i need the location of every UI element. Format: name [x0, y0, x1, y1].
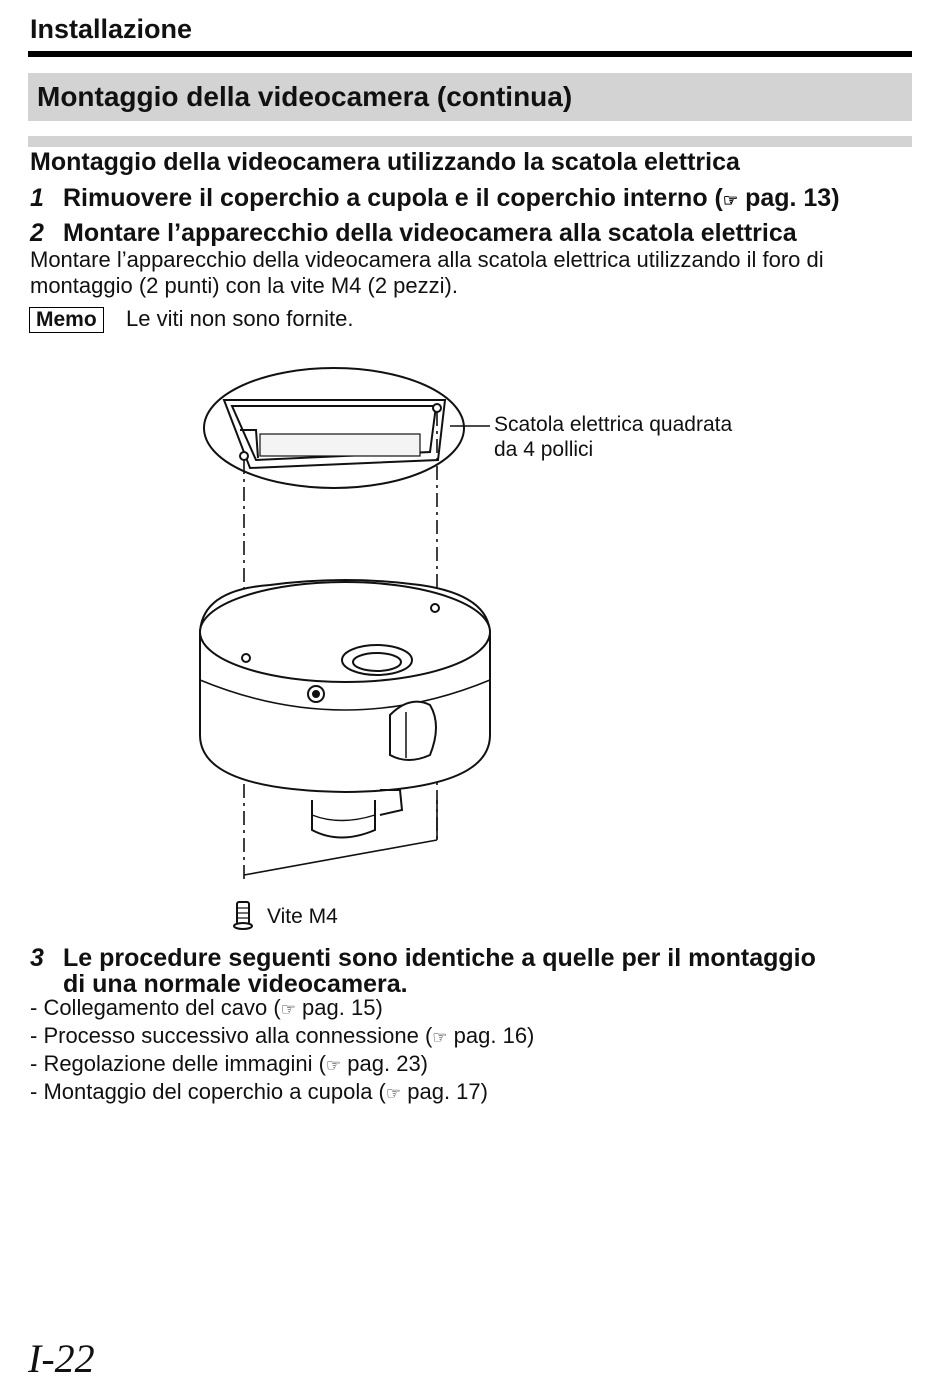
screw-m4-icon: [234, 902, 252, 929]
step-number: 1: [30, 184, 44, 212]
reference-list: [30, 995, 534, 1107]
section-divider: [28, 136, 912, 147]
mounting-diagram: [180, 360, 510, 930]
body-line: Montare l’apparecchio della videocamera alla scatola elettrica utilizzando il foro di: [30, 247, 824, 272]
page-number: I-22: [28, 1336, 95, 1381]
title-band: [28, 73, 912, 121]
text-segment: pag. 15): [295, 995, 383, 1020]
label-line: da 4 pollici: [494, 438, 594, 461]
step-page-ref: pag. 13): [738, 184, 840, 212]
step-2-body: [30, 247, 910, 299]
list-item: [30, 995, 534, 1023]
label-line: Scatola elettrica quadrata: [494, 413, 733, 436]
step-number: 3: [30, 944, 44, 972]
section-label: Installazione: [30, 14, 193, 44]
list-item: [30, 1023, 534, 1051]
reference-hand-icon: ☞: [325, 1056, 342, 1075]
reference-hand-icon: ☞: [432, 1028, 448, 1047]
text-segment: pag. 17): [401, 1079, 488, 1104]
text-segment: pag. 23): [341, 1051, 429, 1076]
label-screw: Vite M4: [267, 905, 338, 928]
reference-hand-icon: ☞: [385, 1084, 402, 1103]
step-2: [30, 219, 797, 248]
list-item: [30, 1079, 534, 1107]
header-rule: [28, 51, 912, 57]
list-item: [30, 1051, 534, 1079]
reference-hand-icon: ☞: [280, 1000, 296, 1019]
step-text-line: di una normale videocamera.: [63, 970, 408, 998]
subheading: Montaggio della videocamera utilizzando la scatola elettrica: [30, 148, 740, 176]
step-text: Rimuovere il coperchio a cupola e il coperchio interno (: [63, 184, 723, 212]
box-screw-hole-right: [433, 404, 441, 412]
text-segment: - Processo successivo alla connessione (: [30, 1023, 433, 1048]
step-text-line: Le procedure seguenti sono identiche a quelle per il montaggio: [63, 944, 816, 972]
step-text: [63, 945, 933, 997]
body-line: montaggio (2 punti) con la vite M4 (2 pezzi).: [30, 273, 458, 298]
text-segment: - Montaggio del coperchio a cupola (: [30, 1079, 386, 1104]
page-title: Montaggio della videocamera (continua): [37, 81, 573, 112]
reference-hand-icon: ☞: [722, 191, 739, 210]
memo-badge: Memo: [29, 307, 104, 333]
text-segment: - Regolazione delle immagini (: [30, 1051, 326, 1076]
text-segment: pag. 16): [447, 1023, 535, 1048]
text-segment: - Collegamento del cavo (: [30, 995, 281, 1020]
step-number: 2: [30, 219, 44, 247]
step-text: Montare l’apparecchio della videocamera alla scatola elettrica: [63, 219, 797, 247]
label-electrical-box: [494, 412, 732, 462]
memo-text: Le viti non sono fornite.: [126, 306, 354, 331]
step-1: [30, 184, 840, 213]
box-screw-hole-left: [240, 452, 248, 460]
